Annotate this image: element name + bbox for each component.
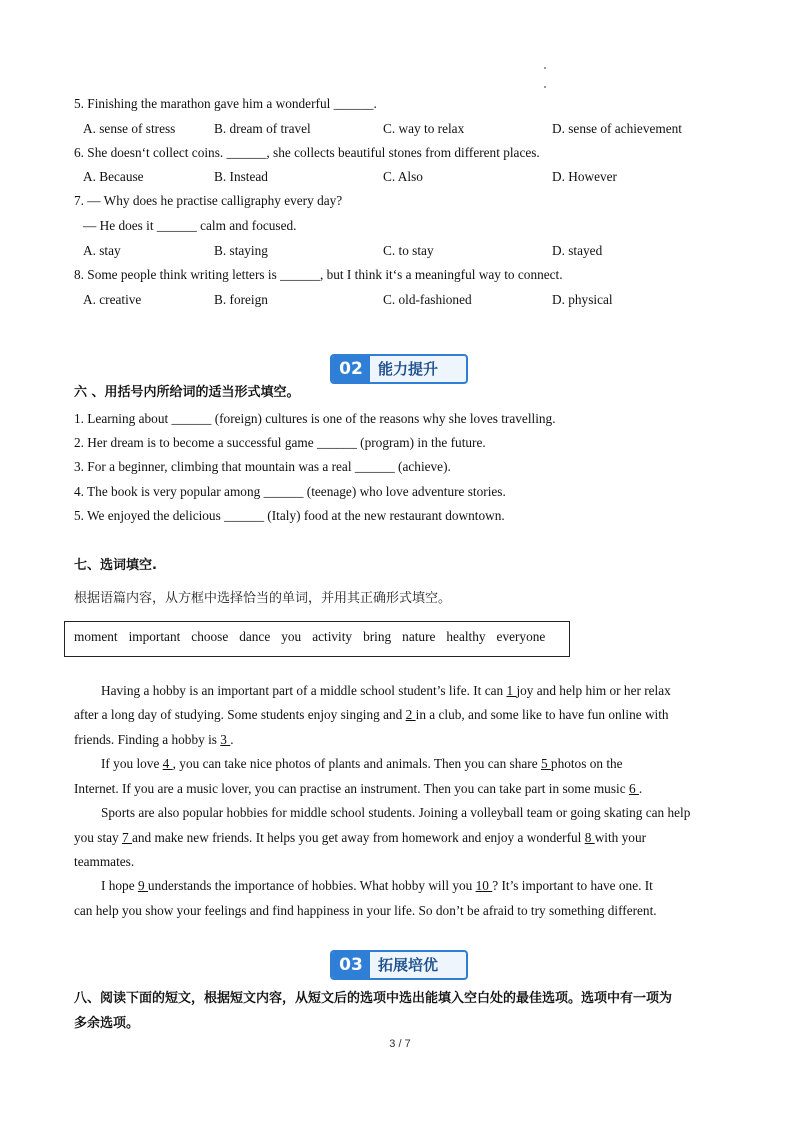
q5-option-c: C. way to relax	[383, 121, 465, 136]
word-bank-item: healthy	[446, 629, 486, 644]
page-number: 3 / 7	[389, 1038, 411, 1050]
passage-line: Internet. If you are a music lover, you can practise an instrument. Then you can take part in some music 6 .	[74, 781, 643, 796]
section-7-heading: 七、选词填空.	[74, 558, 157, 573]
blank-10: 10	[475, 878, 493, 893]
q8-option-b: B. foreign	[214, 292, 268, 307]
blank-8: 8	[584, 830, 595, 845]
q8-option-d: D. physical	[552, 292, 613, 307]
q7-option-b: B. staying	[214, 243, 268, 258]
question-5-stem: 5. Finishing the marathon gave him a wonderful ______.	[74, 96, 377, 111]
word-bank-item: bring	[363, 629, 392, 644]
passage-line: friends. Finding a hobby is 3 .	[74, 732, 234, 747]
passage-line: Having a hobby is an important part of a middle school student’s life. It can 1 joy and help him or her relax	[101, 683, 671, 698]
question-7-response: — He does it ______ calm and focused.	[83, 218, 297, 233]
q7-option-d: D. stayed	[552, 243, 603, 258]
q6-option-a: A. Because	[83, 169, 144, 184]
section-6-heading: 六 、用括号内所给词的适当形式填空。	[74, 385, 300, 400]
blank-5: 5	[540, 756, 551, 771]
scan-mark	[544, 67, 546, 69]
q6-option-c: C. Also	[383, 169, 423, 184]
badge-number: 03	[332, 952, 370, 978]
section-7-instruction: 根据语篇内容，从方框中选择恰当的单词，并用其正确形式填空。	[74, 591, 452, 606]
blank-4: 4	[162, 756, 173, 771]
blank-7: 7	[122, 830, 132, 845]
question-8-stem: 8. Some people think writing letters is ______, but I think it‘s a meaningful way to connect.	[74, 267, 563, 282]
blank-1: 1	[506, 683, 517, 698]
passage-line: after a long day of studying. Some students enjoy singing and 2 in a club, and some like to have fun online with	[74, 707, 669, 722]
q7-option-a: A. stay	[83, 243, 121, 258]
word-bank-item: activity	[312, 629, 353, 644]
q8-option-c: C. old-fashioned	[383, 292, 472, 307]
passage-line: I hope 9 understands the importance of hobbies. What hobby will you 10 ? It’s important to have one. It	[101, 878, 653, 893]
section-6-item: 5. We enjoyed the delicious ______ (Italy) food at the new restaurant downtown.	[74, 508, 505, 523]
section-6-item: 2. Her dream is to become a successful game ______ (program) in the future.	[74, 435, 486, 450]
blank-6: 6	[628, 781, 639, 796]
passage-line: you stay 7 and make new friends. It helps you get away from homework and enjoy a wonderful 8 with your	[74, 830, 647, 845]
section-badge-02	[330, 354, 468, 384]
word-bank-item: important	[128, 629, 181, 644]
word-bank-item: moment	[74, 629, 118, 644]
blank-9: 9	[137, 878, 148, 893]
q5-option-d: D. sense of achievement	[552, 121, 682, 136]
blank-2: 2	[405, 707, 416, 722]
word-bank-box	[64, 621, 570, 657]
word-bank-item: everyone	[496, 629, 546, 644]
q5-option-a: A. sense of stress	[83, 121, 176, 136]
q6-option-d: D. However	[552, 169, 617, 184]
badge-title: 拓展培优	[378, 956, 439, 974]
word-bank-item: dance	[239, 629, 271, 644]
question-7-stem: 7. — Why does he practise calligraphy every day?	[74, 193, 343, 208]
q5-option-b: B. dream of travel	[214, 121, 311, 136]
section-badge-03	[330, 950, 468, 980]
word-bank-item: choose	[191, 629, 229, 644]
badge-title: 能力提升	[378, 360, 439, 378]
badge-number: 02	[332, 356, 370, 382]
q7-option-c: C. to stay	[383, 243, 434, 258]
passage-line: can help you show your feelings and find happiness in your life. So don’t be afraid to try something different.	[74, 903, 657, 918]
scan-mark	[544, 86, 546, 88]
passage-line: Sports are also popular hobbies for middle school students. Joining a volleyball team or going skating can help	[101, 805, 691, 820]
question-6-stem: 6. She doesn‘t collect coins. ______, she collects beautiful stones from different places.	[74, 145, 540, 160]
section-6-item: 1. Learning about ______ (foreign) cultures is one of the reasons why she loves travelling.	[74, 411, 556, 426]
blank-3: 3	[220, 732, 231, 747]
word-bank-item: nature	[402, 629, 436, 644]
section-8-heading-line: 八、阅读下面的短文，根据短文内容，从短文后的选项中选出能填入空白处的最佳选项。选项中有一项为	[74, 991, 673, 1006]
q6-option-b: B. Instead	[214, 169, 268, 184]
word-bank-item: you	[281, 629, 302, 644]
q8-option-a: A. creative	[83, 292, 142, 307]
passage-line: If you love 4 , you can take nice photos of plants and animals. Then you can share 5 photos on the	[101, 756, 623, 771]
section-6-item: 3. For a beginner, climbing that mountain was a real ______ (achieve).	[74, 459, 451, 474]
section-6-item: 4. The book is very popular among ______ (teenage) who love adventure stories.	[74, 484, 506, 499]
passage-line: teammates.	[74, 854, 135, 869]
section-8-heading-line: 多余选项。	[74, 1016, 140, 1031]
